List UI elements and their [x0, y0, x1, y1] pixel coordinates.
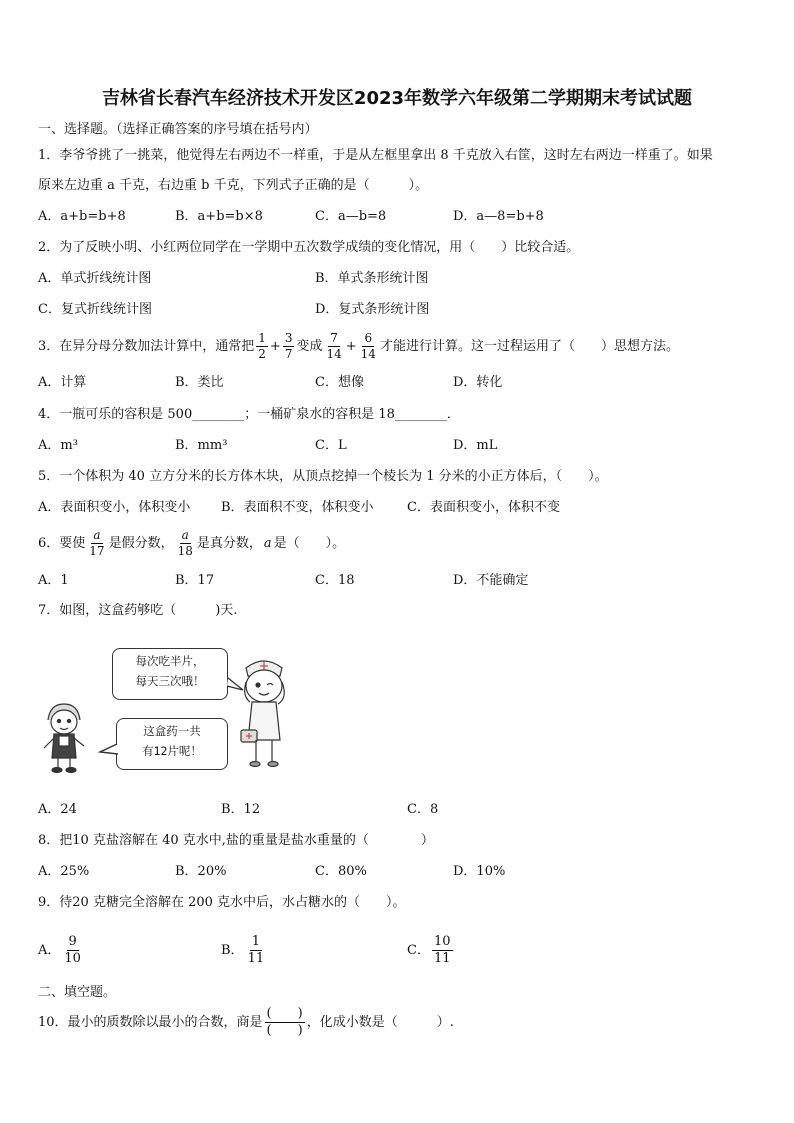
- question-6-post-1: 是真分数，: [196, 535, 262, 551]
- fraction: $\frac{1}{11}$: [247, 933, 265, 966]
- plus-sign: +: [345, 338, 357, 354]
- question-1-line-1: 1．李爷爷挑了一挑菜，他觉得左右两边不一样重，于是从左框里拿出 8 千克放入右筐，这时左右两边一样重了。如果: [38, 148, 713, 163]
- question-3-pre: 3．在异分母分数加法计算中，通常把: [38, 338, 255, 354]
- section-heading: 二、填空题。: [38, 985, 117, 1000]
- question-7: 7．如图，这盒药够吃（ )天.: [38, 603, 238, 618]
- option-a: A．1: [38, 573, 69, 588]
- option-c: C．8: [407, 802, 439, 817]
- option-c: C．18: [315, 573, 355, 588]
- option-b: B．a+b=b×8: [175, 209, 263, 224]
- option-c: C．80%: [315, 864, 367, 879]
- option-a: A．计算: [38, 375, 87, 390]
- question-5: 5．一个体积为 40 立方分米的长方体木块，从顶点挖掉一个棱长为 1 分米的小正方体后，（ ）。: [38, 469, 608, 484]
- question-6-pre: 6．要使: [38, 535, 86, 551]
- option-c: C．复式折线统计图: [38, 302, 152, 317]
- fraction: $\frac{1}{2}$: [258, 330, 266, 361]
- fraction: $\frac{a}{18}$: [177, 527, 193, 558]
- speech-bubble-child: 这盒药一共 有12片呢！: [116, 718, 228, 770]
- option-b: B．mm³: [175, 438, 228, 453]
- question-3-mid: 变成: [296, 338, 323, 354]
- question-6-post-2: 是（ ）。: [273, 535, 346, 551]
- option-a: A． $\frac{9}{10}$: [38, 933, 81, 966]
- option-b: B． $\frac{1}{11}$: [221, 933, 265, 966]
- nurse-icon: [241, 661, 284, 767]
- question-9: 9．待20 克糖完全溶解在 200 克水中后，水占糖水的（ ）。: [38, 895, 406, 910]
- option-b: B．20%: [175, 864, 227, 879]
- question-1-line-2: 原来左边重 a 千克，右边重 b 千克，下列式子正确的是（ ）。: [38, 178, 429, 193]
- fraction: $\frac{9}{10}$: [64, 933, 81, 966]
- fraction: $\frac{a}{17}$: [89, 527, 105, 558]
- option-b: B．类比: [175, 375, 224, 390]
- option-d: D．转化: [453, 375, 503, 390]
- option-b: B．表面积不变，体积变小: [221, 500, 374, 515]
- speech-bubble-nurse: 每次吃半片， 每天三次哦！: [112, 648, 228, 700]
- option-d: D．复式条形统计图: [315, 302, 430, 317]
- question-4: 4．一瓶可乐的容积是 500________；一桶矿泉水的容积是 18________．: [38, 407, 460, 422]
- option-a: A．表面积变小，体积变小: [38, 500, 191, 515]
- option-b: B．12: [221, 802, 261, 817]
- option-c: C．想像: [315, 375, 364, 390]
- question-3-post: 才能进行计算。这一过程运用了（ ）思想方法。: [379, 338, 679, 354]
- child-icon: [44, 704, 84, 773]
- section-heading: 一、选择题。（选择正确答案的序号填在括号内）: [38, 122, 318, 137]
- blank-fraction: $\frac{( )}{( )}$: [266, 1005, 303, 1038]
- option-d: D．10%: [453, 864, 506, 879]
- page-title: 吉林省长春汽车经济技术开发区2023年数学六年级第二学期期末考试试题: [101, 88, 693, 109]
- option-c: C． $\frac{10}{11}$: [407, 933, 451, 966]
- option-a: A．m³: [38, 438, 78, 453]
- variable-a: a: [263, 535, 272, 551]
- plus-sign: +: [269, 338, 281, 354]
- option-c: C．L: [315, 438, 347, 453]
- cartoon-figures: [38, 640, 298, 780]
- option-a: A．24: [38, 802, 77, 817]
- medicine-illustration: [38, 640, 298, 780]
- option-b: B．17: [175, 573, 215, 588]
- option-c: C．表面积变小，体积不变: [407, 500, 560, 515]
- option-c: C．a—b=8: [315, 209, 387, 224]
- option-d: D．mL: [453, 438, 498, 453]
- fraction: $\frac{3}{7}$: [284, 330, 293, 361]
- question-6: [38, 526, 345, 560]
- question-10: 10．最小的质数除以最小的合数，商是 $\frac{( )}{( )}$ ，化成小数是（ ）.: [38, 1005, 454, 1038]
- bubble-tail-icon: [227, 678, 243, 690]
- option-a: A．25%: [38, 864, 90, 879]
- question-6-mid: 是假分数，: [108, 535, 174, 551]
- question-2: 2．为了反映小明、小红两位同学在一学期中五次数学成绩的变化情况，用（ ）比较合适。: [38, 240, 580, 255]
- fraction: $\frac{6}{14}$: [360, 330, 376, 361]
- fraction: $\frac{10}{11}$: [433, 933, 451, 966]
- option-a: A．单式折线统计图: [38, 271, 152, 286]
- question-3: [38, 328, 679, 364]
- option-a: A．a+b=b+8: [38, 209, 126, 224]
- option-d: D．a—8=b+8: [453, 209, 544, 224]
- fraction: $\frac{7}{14}$: [326, 330, 342, 361]
- option-d: D．不能确定: [453, 573, 529, 588]
- option-b: B．单式条形统计图: [315, 271, 429, 286]
- question-8: 8．把10 克盐溶解在 40 克水中,盐的重量是盐水重量的（ ）: [38, 833, 434, 848]
- bubble-tail-icon: [100, 744, 118, 754]
